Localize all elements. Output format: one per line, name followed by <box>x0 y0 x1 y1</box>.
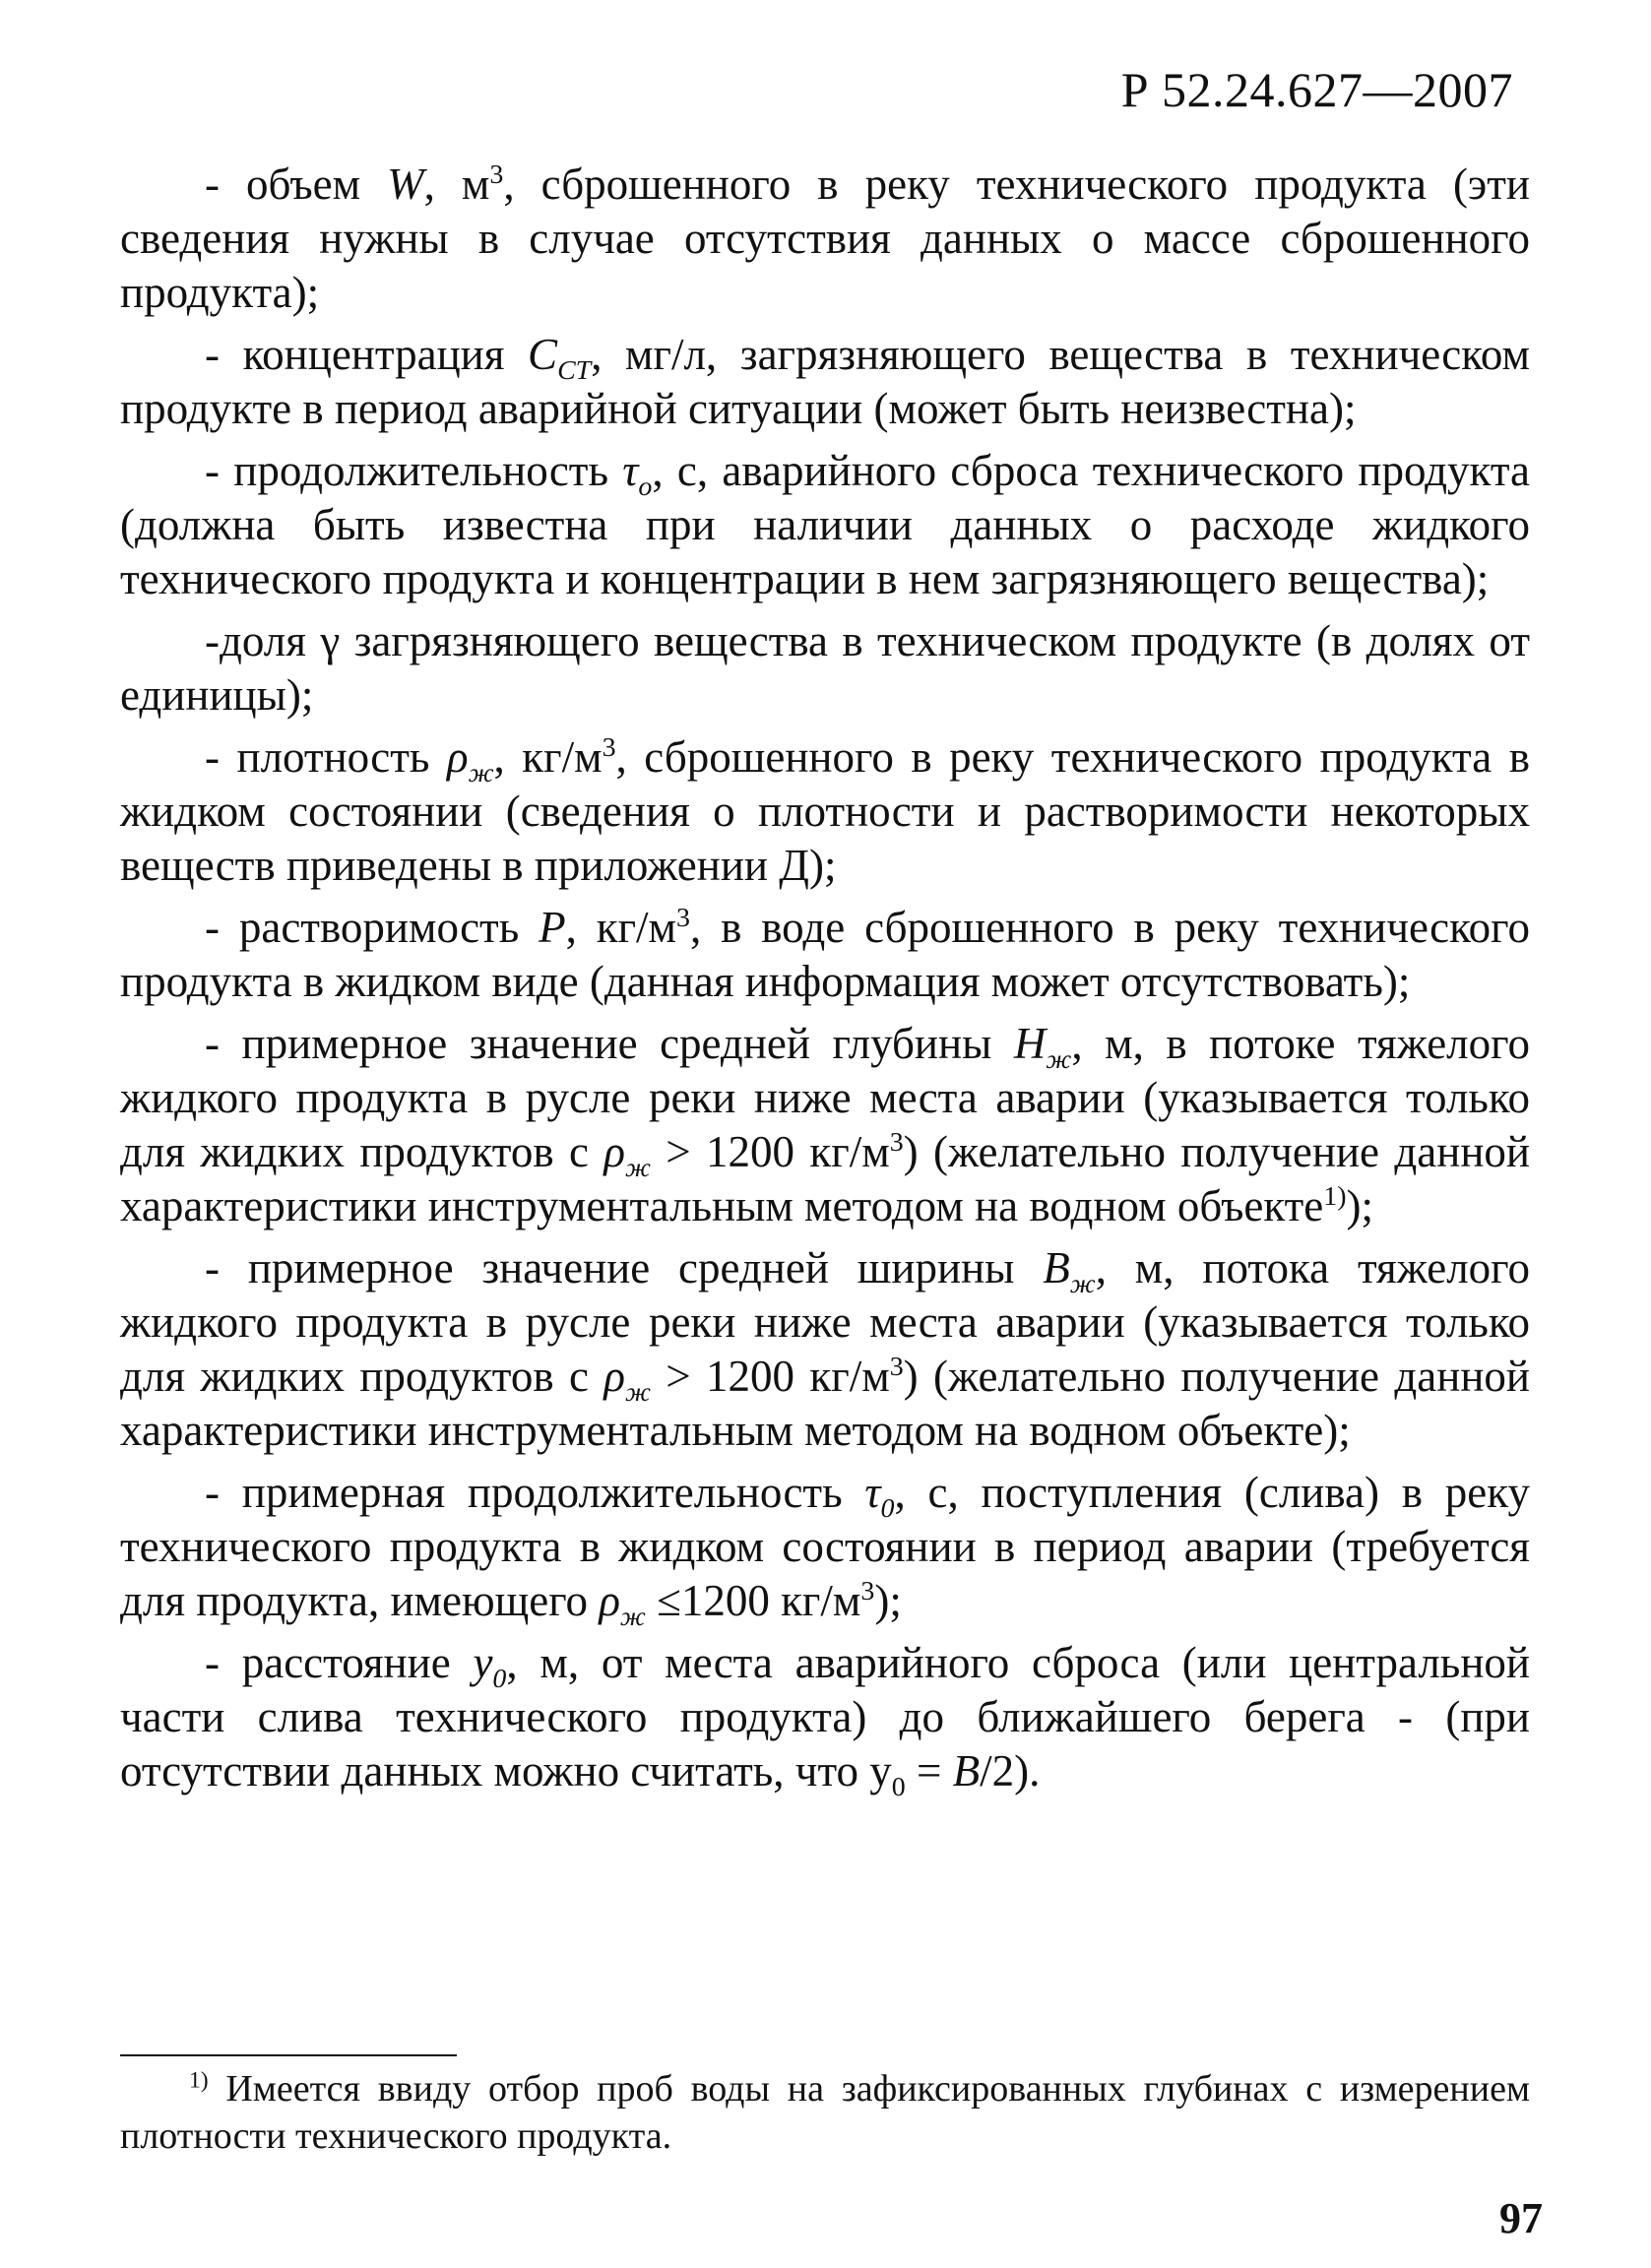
paragraph-volume: - объем W, $м^3$, сброшенного в реку технического продукта (эти сведения нужны в случае отсутствия данных о массе сброшенного продукта); <box>120 159 1530 317</box>
document-header: Р 52.24.627—2007 <box>1120 62 1513 117</box>
footnote <box>120 2065 1530 2160</box>
paragraph-duration: - продолжительность $\tau_о$, с, аварийного сброса технического продукта (должна быть известна при наличии данных о расходе жидкого технического продукта и концентрации в нем загрязняющего вещества); <box>120 446 1531 603</box>
footnote-mark: 1) <box>189 2067 209 2094</box>
footnote-reference: 1) <box>1323 1181 1347 1212</box>
paragraph-distance: - расстояние $у_0$, м, от места аварийного сброса (или центральной части слива технического продукта) до ближайшего берега - (при отсутствии данных можно считать, что $у_0 = В/2$). <box>120 1638 1530 1802</box>
paragraph-solubility: - растворимость Р, $кг/м^3$, в воде сброшенного в реку технического продукта в жидком виде (данная информация может отсутствовать); <box>120 903 1530 1006</box>
footnote-divider <box>120 2054 457 2056</box>
paragraph-depth: - примерное значение средней глубины $Н_ж$, м, в потоке тяжелого жидкого продукта в русле реки ниже места аварии (указывается только для жидких продуктов с $\rho_ж > 1200$ $кг/м^3$) (желательно получение данной характеристики инструментальным методом на водном объекте$^{1)}$); <box>120 1019 1530 1230</box>
main-text <box>120 158 1530 1806</box>
paragraph-concentration: - концентрация $С_{СТ}$, мг/л, загрязняющего вещества в техническом продукте в период аварийной ситуации (может быть неизвестна); <box>120 330 1530 433</box>
paragraph-inflow-duration: - примерная продолжительность $\tau_0$, с, поступления (слива) в реку технического продукта в жидком состоянии в период аварии (требуется для продукта, имеющего $\rho_ж \le 1200$ $кг/м^3$); <box>120 1468 1530 1632</box>
footnote-text: Имеется ввиду отбор проб воды на зафиксированных глубинах с измерением плотности технического продукта. <box>120 2068 1530 2157</box>
page-number: 97 <box>1499 2194 1543 2242</box>
paragraph-fraction: -доля γ загрязняющего вещества в техническом продукте (в долях от единицы); <box>120 616 1530 720</box>
paragraph-density: - плотность $\rho_ж$, $кг/м^3$, сброшенного в реку технического продукта в жидком состоянии (сведения о плотности и растворимости некоторых веществ приведены в приложении Д); <box>120 732 1530 890</box>
paragraph-width: - примерное значение средней ширины $В_ж$, м, потока тяжелого жидкого продукта в русле реки ниже места аварии (указывается только для жидких продуктов с $\rho_ж > 1200$ $кг/м^3$) (желательно получение данной характеристики инструментальным методом на водном объекте); <box>120 1243 1530 1455</box>
